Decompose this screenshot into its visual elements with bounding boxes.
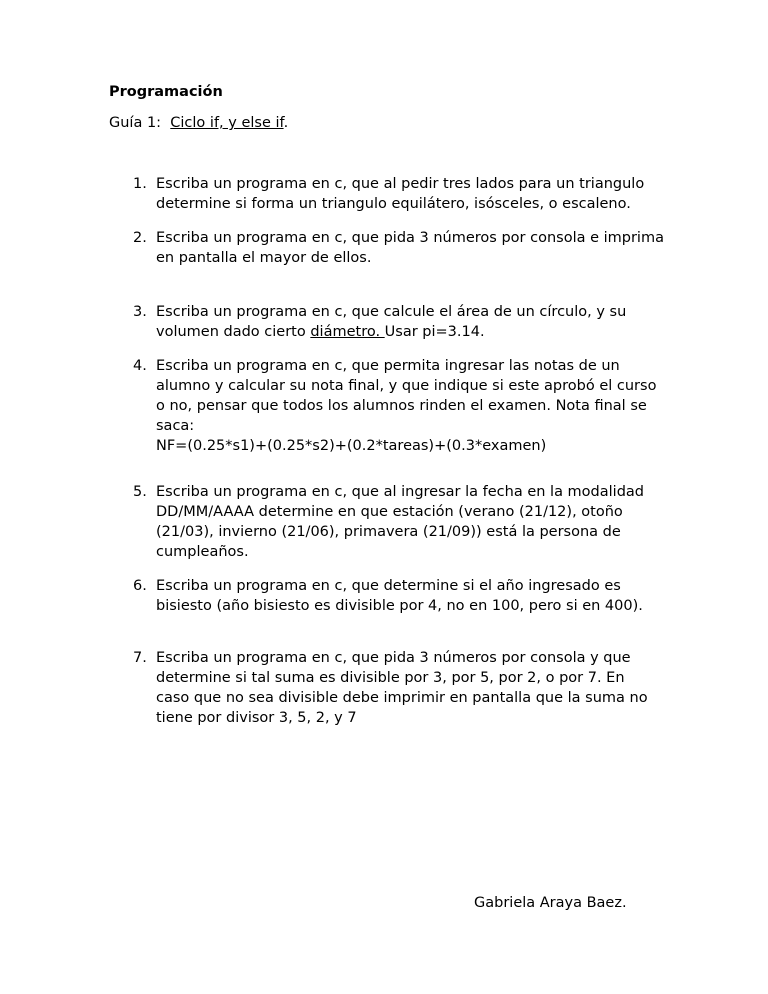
exercise-number: 6.: [133, 578, 147, 594]
exercise-line: caso que no sea divisible debe imprimir en pantalla que la suma no: [156, 690, 648, 706]
exercise-line: saca:: [156, 418, 195, 434]
exercise-text: [156, 576, 676, 616]
exercise-line: Escriba un programa en c, que calcule el área de un círculo, y su: [156, 304, 627, 320]
exercise-line: bisiesto (año bisiesto es divisible por 4, no en 100, pero si en 400).: [156, 598, 643, 614]
exercise-line: alumno y calcular su nota final, y que indique si este aprobó el curso: [156, 378, 657, 394]
exercise-number: 4.: [133, 358, 147, 374]
exercise-number: 7.: [133, 650, 147, 666]
exercise-text: [156, 648, 676, 728]
exercise-line: o no, pensar que todos los alumnos rinden el examen. Nota final se: [156, 398, 647, 414]
exercise-number: 3.: [133, 304, 147, 320]
guide-topic: Ciclo if, y else if: [170, 115, 284, 131]
exercise-line-part: Usar pi=3.14.: [384, 324, 485, 340]
underlined-term: diámetro.: [310, 324, 385, 340]
exercise-line: [156, 322, 676, 342]
exercise-line: tiene por divisor 3, 5, 2, y 7: [156, 710, 357, 726]
exercise-line: (21/03), invierno (21/06), primavera (21/09)) está la persona de: [156, 524, 621, 540]
document-title: Programación: [109, 84, 223, 100]
exercise-text: [156, 174, 676, 214]
exercise-text: [156, 228, 676, 268]
exercise-text: [156, 482, 676, 562]
guide-suffix: .: [283, 115, 289, 131]
exercise-line: Escriba un programa en c, que pida 3 números por consola e imprima: [156, 230, 664, 246]
author-signature: Gabriela Araya Baez.: [474, 895, 627, 911]
exercise-line: Escriba un programa en c, que pida 3 números por consola y que: [156, 650, 631, 666]
guide-subtitle: [109, 113, 288, 133]
formula-line: NF=(0.25*s1)+(0.25*s2)+(0.2*tareas)+(0.3*examen): [156, 438, 547, 454]
exercise-line: en pantalla el mayor de ellos.: [156, 250, 372, 266]
guide-label: Guía 1:: [109, 115, 171, 131]
exercise-number: 1.: [133, 176, 147, 192]
exercise-number: 2.: [133, 230, 147, 246]
exercise-line: cumpleaños.: [156, 544, 249, 560]
exercise-number: 5.: [133, 484, 147, 500]
exercise-line: determine si forma un triangulo equilátero, isósceles, o escaleno.: [156, 196, 631, 212]
exercise-line: Escriba un programa en c, que al pedir tres lados para un triangulo: [156, 176, 645, 192]
exercise-line: Escriba un programa en c, que determine si el año ingresado es: [156, 578, 621, 594]
exercise-line: Escriba un programa en c, que permita ingresar las notas de un: [156, 358, 620, 374]
exercise-line-part: volumen dado cierto: [156, 324, 311, 340]
exercise-line: DD/MM/AAAA determine en que estación (verano (21/12), otoño: [156, 504, 623, 520]
exercise-line: Escriba un programa en c, que al ingresar la fecha en la modalidad: [156, 484, 644, 500]
exercise-text: [156, 302, 676, 342]
exercise-text: [156, 356, 676, 456]
exercise-line: determine si tal suma es divisible por 3, por 5, por 2, o por 7. En: [156, 670, 625, 686]
